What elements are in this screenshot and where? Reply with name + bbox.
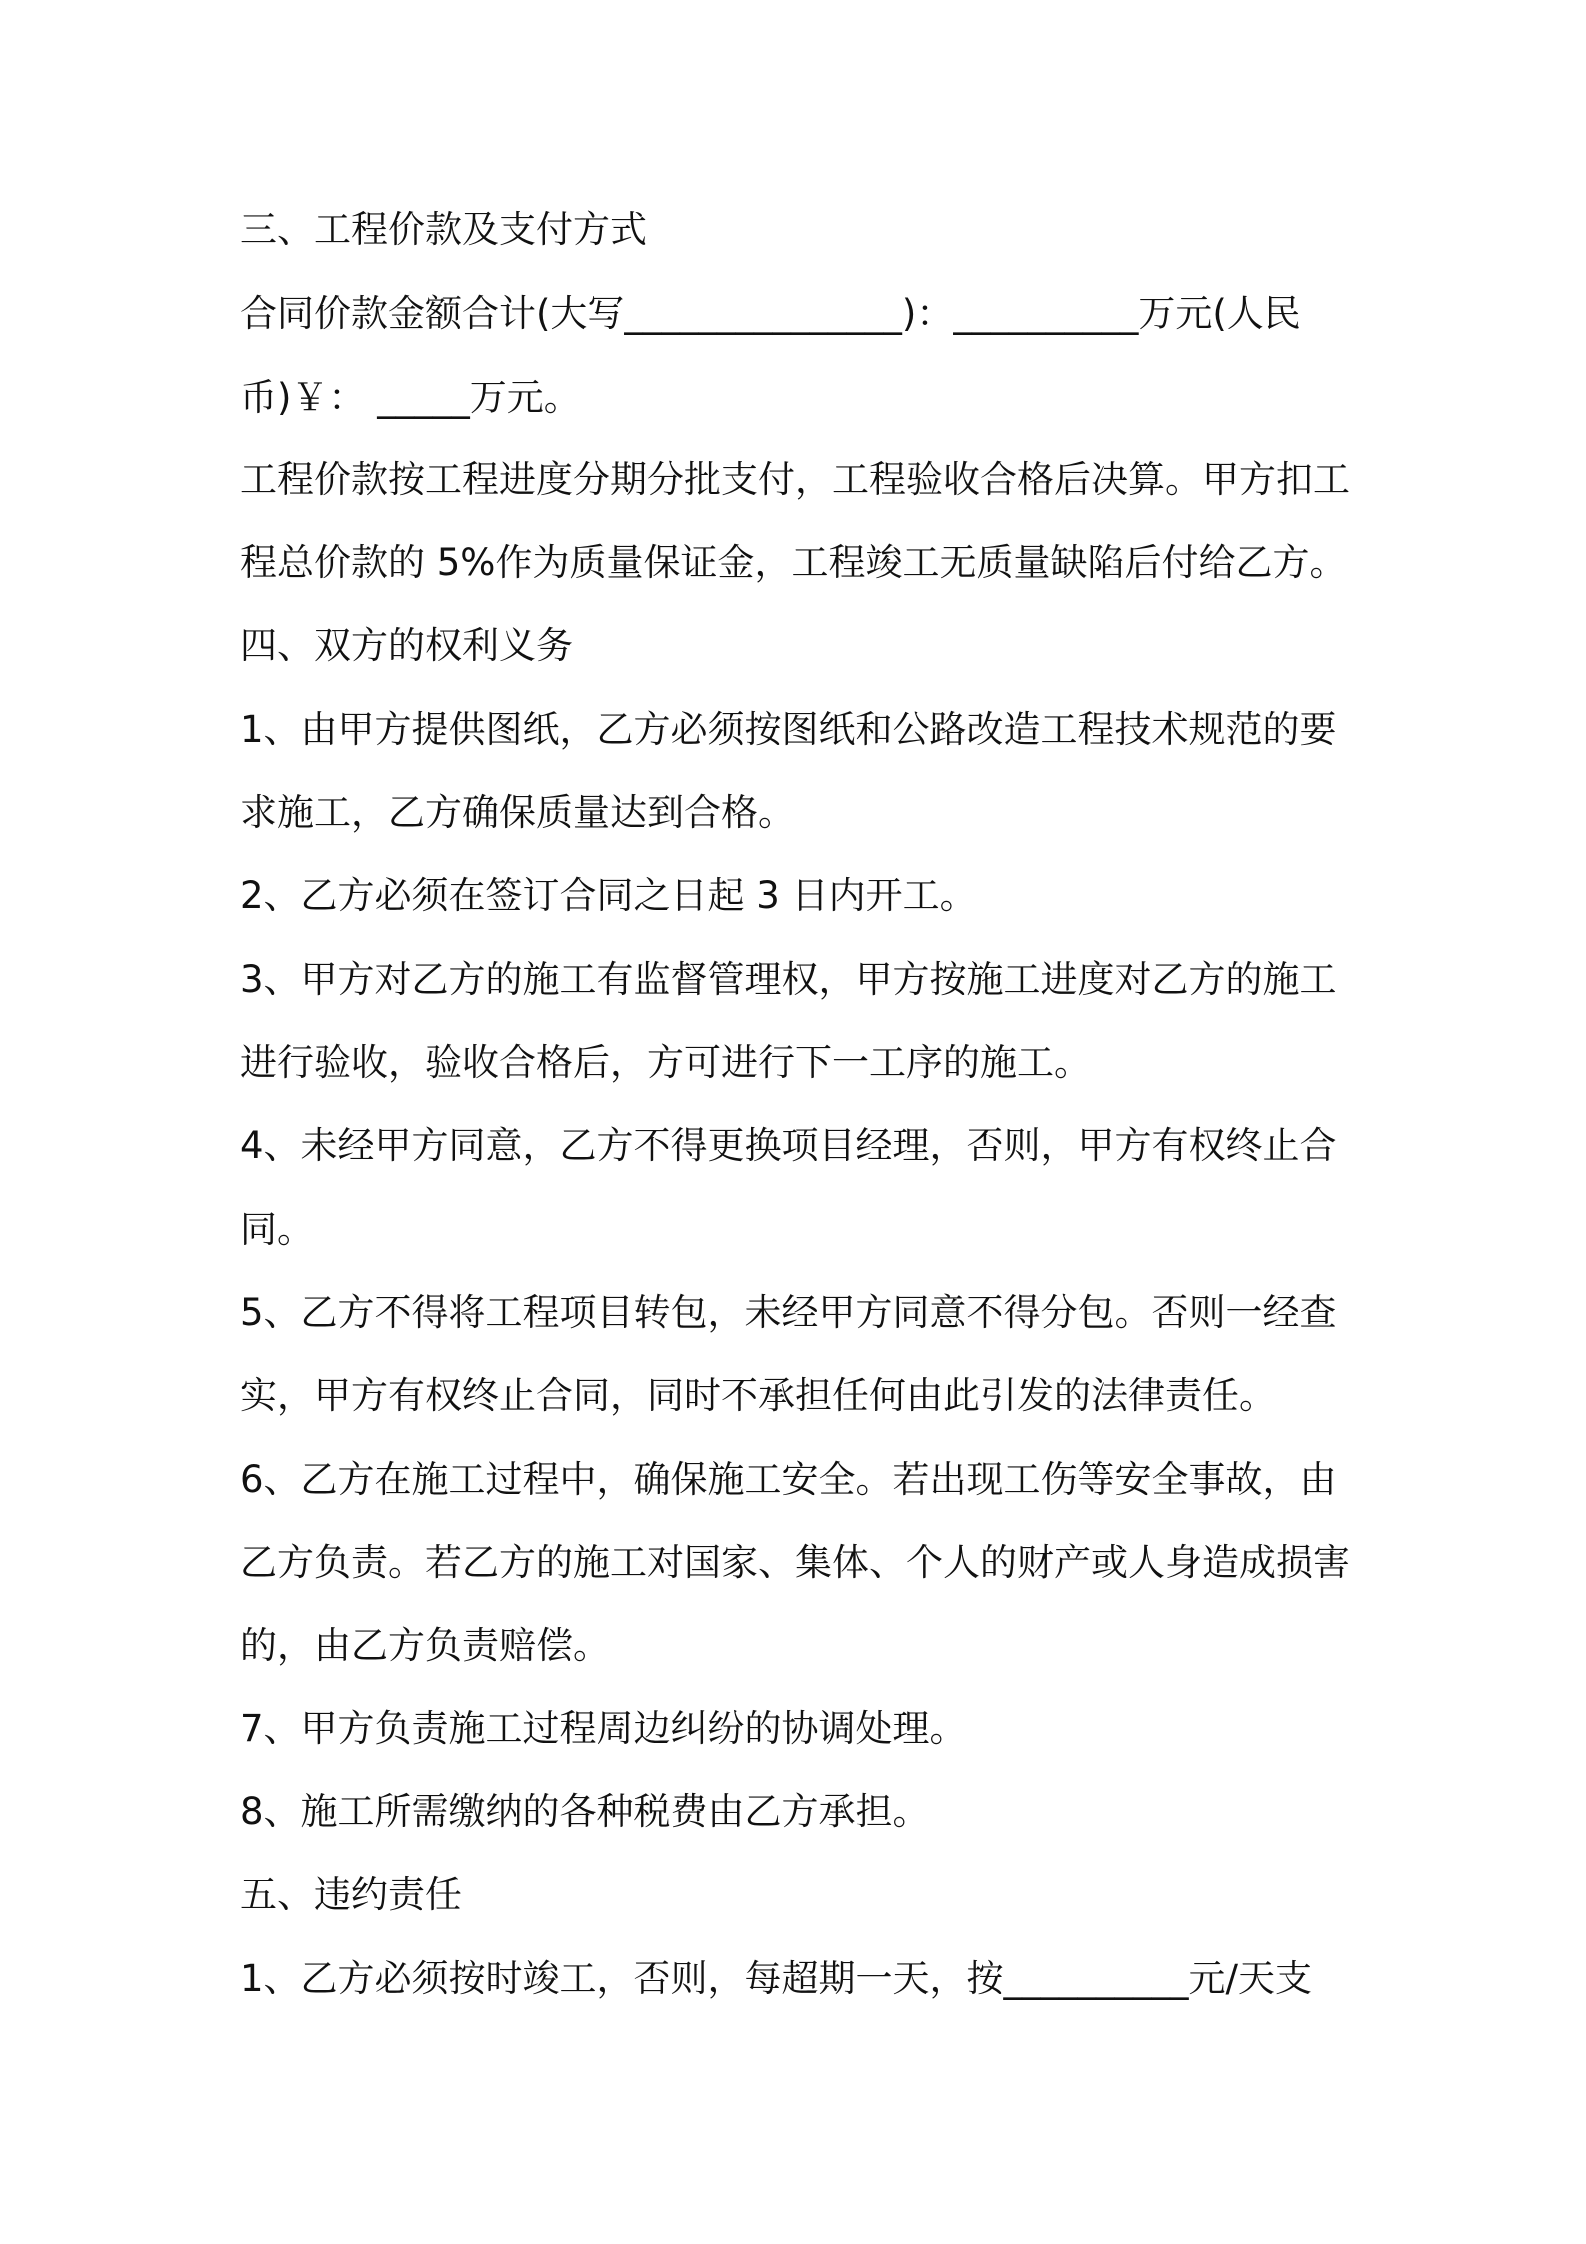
paragraph-line: 工程价款按工程进度分期分批支付，工程验收合格后决算。甲方扣工 [240, 458, 1350, 501]
paragraph-line: 4、未经甲方同意，乙方不得更换项目经理，否则，甲方有权终止合 [240, 1124, 1337, 1167]
paragraph-line: 3、甲方对乙方的施工有监督管理权，甲方按施工进度对乙方的施工 [240, 958, 1337, 1001]
paragraph-line: 5、乙方不得将工程项目转包，未经甲方同意不得分包。否则一经查 [240, 1291, 1337, 1334]
paragraph-line: 同。 [240, 1208, 314, 1251]
section-heading-liability: 五、违约责任 [240, 1873, 462, 1916]
paragraph-line: 6、乙方在施工过程中，确保施工安全。若出现工伤等安全事故，由 [240, 1458, 1337, 1501]
paragraph-line: 7、甲方负责施工过程周边纠纷的协调处理。 [240, 1707, 967, 1750]
paragraph-line: 求施工，乙方确保质量达到合格。 [240, 791, 795, 834]
section-heading-rights: 四、双方的权利义务 [240, 624, 573, 667]
paragraph-line: 8、施工所需缴纳的各种税费由乙方承担。 [240, 1790, 930, 1833]
paragraph-line: 实，甲方有权终止合同，同时不承担任何由此引发的法律责任。 [240, 1374, 1276, 1417]
paragraph-line: 合同价款金额合计(大写_______________)：__________万元(人民 [240, 292, 1301, 335]
section-heading-payment: 三、工程价款及支付方式 [240, 208, 647, 251]
paragraph-line: 进行验收，验收合格后，方可进行下一工序的施工。 [240, 1041, 1091, 1084]
paragraph-line: 2、乙方必须在签订合同之日起 3 日内开工。 [240, 874, 977, 917]
paragraph-line: 的，由乙方负责赔偿。 [240, 1624, 610, 1667]
paragraph-line: 币)￥： _____万元。 [240, 376, 581, 419]
paragraph-line: 程总价款的 5%作为质量保证金，工程竣工无质量缺陷后付给乙方。 [240, 541, 1347, 584]
paragraph-line: 1、由甲方提供图纸，乙方必须按图纸和公路改造工程技术规范的要 [240, 708, 1337, 751]
paragraph-line: 1、乙方必须按时竣工，否则，每超期一天，按__________元/天支 [240, 1957, 1313, 2000]
paragraph-line: 乙方负责。若乙方的施工对国家、集体、个人的财产或人身造成损害 [240, 1541, 1350, 1584]
